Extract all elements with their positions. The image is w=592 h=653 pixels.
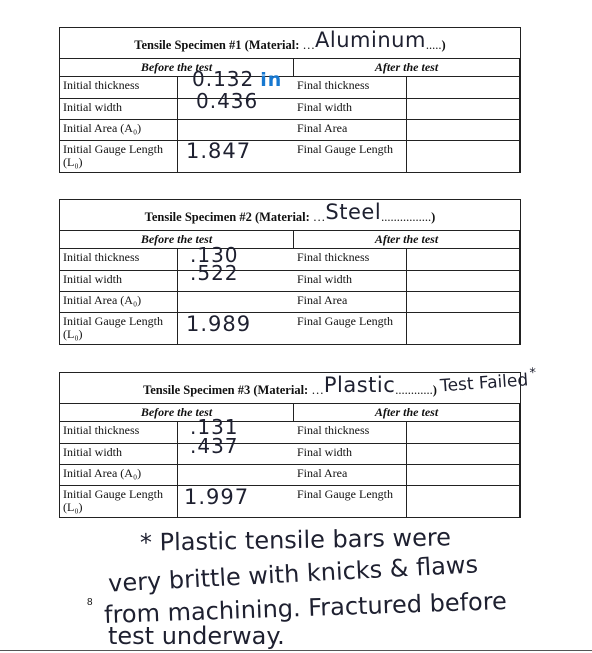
specimen-number: 1 <box>235 38 242 52</box>
initial-thickness-label: Initial thickness <box>60 77 178 99</box>
final-gauge-label: Final Gauge Length <box>294 486 407 517</box>
final-gauge-cell <box>407 486 520 517</box>
material-label: (Material: <box>241 38 303 52</box>
final-gauge-label: Final Gauge Length <box>294 313 407 344</box>
initial-gauge-label: Initial Gauge Length (L₀) <box>60 141 178 172</box>
initial-thickness-value: .131 <box>190 415 239 439</box>
final-thickness-label: Final thickness <box>294 422 407 444</box>
initial-gauge-label: Initial Gauge Length (L₀) <box>60 486 178 517</box>
final-thickness-label: Final thickness <box>294 249 407 271</box>
final-thickness-label: Final thickness <box>294 77 407 99</box>
initial-thickness-value: 0.132 in <box>192 67 283 91</box>
material-label: (Material: <box>251 210 313 224</box>
after-header: After the test <box>294 59 520 77</box>
handwritten-note-line-1: * Plastic tensile bars were <box>139 523 452 557</box>
final-width-label: Final width <box>294 99 407 120</box>
specimen-3-grid <box>60 404 520 517</box>
final-thickness-cell <box>407 422 520 444</box>
initial-width-value: 0.436 <box>196 89 259 113</box>
initial-gauge-value: 1.847 <box>186 139 252 163</box>
initial-area-label: Initial Area (A₀) <box>60 120 178 141</box>
material-value: Aluminum <box>315 28 426 52</box>
dots-lead: … <box>302 38 316 52</box>
final-area-cell <box>407 465 520 486</box>
initial-area-label: Initial Area (A₀) <box>60 292 178 313</box>
final-width-cell <box>407 444 520 465</box>
initial-area-cell <box>178 292 294 313</box>
specimen-2-table <box>59 199 521 345</box>
after-header: After the test <box>294 404 520 422</box>
initial-width-label: Initial width <box>60 99 178 120</box>
specimen-1-title <box>60 30 520 54</box>
initial-width-cell <box>178 89 294 120</box>
final-area-cell <box>407 292 520 313</box>
before-header: Before the test <box>60 59 294 77</box>
material-value: Steel <box>325 200 382 224</box>
close-paren: ) <box>431 210 436 224</box>
initial-width-cell <box>178 261 294 292</box>
test-failed-text: Test Failed <box>439 370 529 397</box>
initial-gauge-cell <box>178 141 294 172</box>
specimen-1-table <box>59 27 521 173</box>
dots-trail: ................ <box>381 210 432 224</box>
initial-area-cell <box>178 120 294 141</box>
initial-thickness-value: .130 <box>190 243 239 267</box>
final-width-cell <box>407 99 520 120</box>
specimen-1-title-row <box>60 28 520 59</box>
thickness-unit: in <box>260 69 283 91</box>
dots-trail: ............ <box>395 383 433 397</box>
final-gauge-cell <box>407 141 520 172</box>
title-prefix: Tensile Specimen # <box>144 210 246 224</box>
title-prefix: Tensile Specimen # <box>134 38 236 52</box>
initial-gauge-cell <box>178 486 294 517</box>
initial-area-label: Initial Area (A₀) <box>60 465 178 486</box>
dots-lead: … <box>312 210 326 224</box>
dots-lead: … <box>311 383 324 397</box>
initial-gauge-cell <box>178 313 294 344</box>
initial-width-value: .522 <box>190 261 239 285</box>
close-paren: ) <box>441 38 446 52</box>
initial-width-label: Initial width <box>60 271 178 292</box>
specimen-1-grid <box>60 59 520 172</box>
final-area-label: Final Area <box>294 120 407 141</box>
specimen-2-title-row <box>60 200 520 231</box>
material-value: Plastic <box>323 373 396 397</box>
final-area-cell <box>407 120 520 141</box>
initial-area-cell <box>178 465 294 486</box>
dots-trail: ..... <box>425 38 442 52</box>
final-gauge-cell <box>407 313 520 344</box>
page-bottom-divider <box>0 650 592 651</box>
title-prefix: Tensile Specimen # <box>143 383 244 397</box>
initial-width-cell <box>178 434 294 465</box>
initial-gauge-value: 1.989 <box>186 312 252 336</box>
specimen-2-grid <box>60 231 520 344</box>
initial-width-label: Initial width <box>60 444 178 465</box>
specimen-number: 3 <box>244 383 251 397</box>
handwritten-note-line-3: from machining. Fractured before <box>103 586 508 630</box>
final-width-cell <box>407 271 520 292</box>
final-area-label: Final Area <box>294 465 407 486</box>
specimen-2-title <box>60 202 520 226</box>
final-width-label: Final width <box>294 444 407 465</box>
initial-width-value: .437 <box>190 434 239 458</box>
close-paren: ) <box>432 383 437 397</box>
initial-thickness-label: Initial thickness <box>60 422 178 444</box>
after-header: After the test <box>294 231 520 249</box>
final-thickness-cell <box>407 249 520 271</box>
specimen-number: 2 <box>245 210 252 224</box>
page-number: 8 <box>87 597 93 608</box>
initial-thickness-label: Initial thickness <box>60 249 178 271</box>
before-header: Before the test <box>60 231 294 249</box>
final-gauge-label: Final Gauge Length <box>294 141 407 172</box>
handwritten-note-line-4: test underway. <box>108 622 285 650</box>
final-thickness-cell <box>407 77 520 99</box>
test-failed-asterisk: * <box>529 365 537 382</box>
final-area-label: Final Area <box>294 292 407 313</box>
initial-gauge-label: Initial Gauge Length (L₀) <box>60 313 178 344</box>
final-width-label: Final width <box>294 271 407 292</box>
initial-gauge-value: 1.997 <box>184 485 250 509</box>
before-header: Before the test <box>60 404 294 422</box>
handwritten-note-line-2: very brittle with knicks & flaws <box>107 550 479 598</box>
material-label: (Material: <box>250 383 312 397</box>
